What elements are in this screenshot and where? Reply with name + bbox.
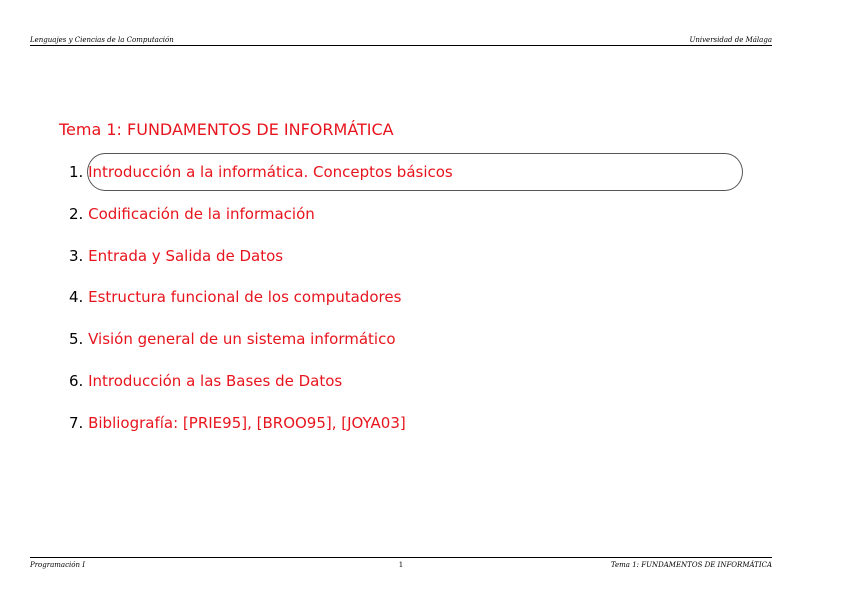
- page-footer: [30, 557, 772, 572]
- toc-item-number: 1.: [69, 163, 84, 181]
- toc-item-link[interactable]: Entrada y Salida de Datos: [88, 247, 284, 265]
- toc-item-link[interactable]: Bibliografía: [PRIE95], [BROO95], [JOYA03]: [88, 414, 406, 432]
- page-header: [30, 34, 772, 46]
- toc-item-4[interactable]: [69, 287, 401, 307]
- toc-item-number: 4.: [69, 288, 84, 306]
- toc-item-1[interactable]: [69, 162, 453, 182]
- toc-item-number: 5.: [69, 330, 84, 348]
- header-university: Universidad de Málaga: [689, 36, 772, 44]
- toc-item-link[interactable]: Codificación de la información: [88, 205, 315, 223]
- header-department: Lenguajes y Ciencias de la Computación: [30, 36, 174, 44]
- footer-page-number: 1: [398, 561, 404, 569]
- footer-course: Programación I: [30, 561, 85, 569]
- toc-item-link[interactable]: Visión general de un sistema informático: [88, 330, 396, 348]
- toc-item-number: 7.: [69, 414, 84, 432]
- toc-item-2[interactable]: [69, 204, 315, 224]
- toc-item-number: 6.: [69, 372, 84, 390]
- toc-item-link[interactable]: Estructura funcional de los computadores: [88, 288, 402, 306]
- toc-item-link[interactable]: Introducción a la informática. Conceptos básicos: [88, 163, 453, 181]
- toc-item-link[interactable]: Introducción a las Bases de Datos: [88, 372, 343, 390]
- toc-item-6[interactable]: [69, 371, 342, 391]
- toc-item-5[interactable]: [69, 329, 396, 349]
- footer-topic: Tema 1: FUNDAMENTOS DE INFORMÁTICA: [610, 561, 772, 569]
- slide-title: Tema 1: FUNDAMENTOS DE INFORMÁTICA: [59, 120, 394, 139]
- toc-item-7[interactable]: [69, 413, 406, 433]
- toc-item-3[interactable]: [69, 246, 283, 266]
- toc-item-number: 3.: [69, 247, 84, 265]
- toc-item-number: 2.: [69, 205, 84, 223]
